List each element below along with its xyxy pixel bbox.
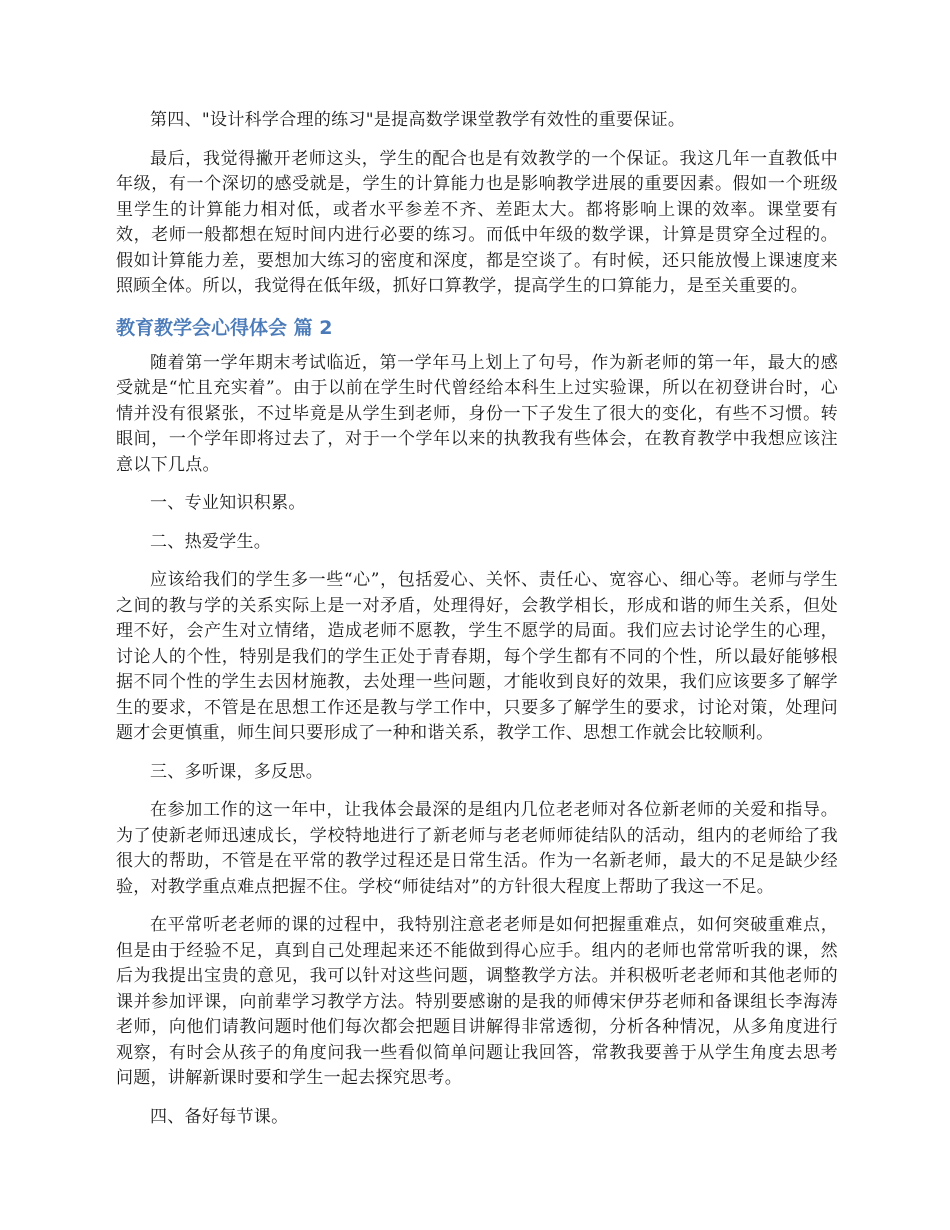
list-item-heading: 四、备好每节课。 <box>150 1106 289 1127</box>
section-heading: 教育教学会心得体会 篇 2 <box>116 316 333 339</box>
document-page <box>116 108 838 1143</box>
list-item-heading: 三、多听课，多反思。 <box>150 761 323 782</box>
paragraph: 第四、"设计科学合理的练习"是提高数学课堂教学有效性的重要保证。 <box>150 110 686 130</box>
paragraph: 随着第一学年期末考试临近，第一学年马上划上了句号，作为新老师的第一年，最大的感受就是“忙且充实着”。由于以前在学生时代曾经给本科生上过实验课，所以在初登讲台时，心情并没有很紧张，不过毕竟是从学生到老师，身份一下子发生了很大的变化，有些不习惯。转眼间，一个学年即将过去了，对于一个学年以来的执教我有些体会，在教育教学中我想应该注意以下几点。 <box>116 352 838 475</box>
paragraph: 在平常听老老师的课的过程中，我特别注意老老师是如何把握重难点，如何突破重难点，但是由于经验不足，真到自己处理起来还不能做到得心应手。组内的老师也常常听我的课，然后为我提出宝贵的意见，我可以针对这些问题，调整教学方法。并积极听老老师和其他老师的课并参加评课，向前辈学习教学方法。特别要感谢的是我的师傅宋伊芬老师和备课组长李海涛老师，向他们请教问题时他们每次都会把题目讲解得非常透彻，分析各种情况，从多角度进行观察，有时会从孩子的角度问我一些看似简单问题让我回答，常教我要善于从学生角度去思考问题，讲解新课时要和学生一起去探究思考。 <box>116 915 838 1088</box>
paragraph: 应该给我们的学生多一些“心”，包括爱心、关怀、责任心、宽容心、细心等。老师与学生之间的教与学的关系实际上是一对矛盾，处理得好，会教学相长，形成和谐的师生关系，但处理不好，会产生对立情绪，造成老师不愿教，学生不愿学的局面。我们应去讨论学生的心理，讨论人的个性，特别是我们的学生正处于青春期，每个学生都有不同的个性，所以最好能够根据不同个性的学生去因材施教，去处理一些问题，才能收到良好的效果，我们应该要多了解学生的要求，不管是在思想工作还是教与学工作中，只要多了解学生的要求，讨论对策，处理问题才会更慎重，师生间只要形成了一种和谐关系，教学工作、思想工作就会比较顺利。 <box>116 570 838 743</box>
list-item-heading: 二、热爱学生。 <box>150 531 272 552</box>
paragraph: 在参加工作的这一年中，让我体会最深的是组内几位老老师对各位新老师的关爱和指导。为了使新老师迅速成长，学校特地进行了新老师与老老师师徒结队的活动，组内的老师给了我很大的帮助，不管是在平常的教学过程还是日常生活。作为一名新老师，最大的不足是缺少经验，对教学重点难点把握不住。学校“师徒结对”的方针很大程度上帮助了我这一不足。 <box>116 800 838 897</box>
paragraph: 最后，我觉得撇开老师这头，学生的配合也是有效教学的一个保证。我这几年一直教低中年级，有一个深切的感受就是，学生的计算能力也是影响教学进展的重要因素。假如一个班级里学生的计算能力相对低，或者水平参差不齐、差距太大。都将影响上课的效率。课堂要有效，老师一般都想在短时间内进行必要的练习。而低中年级的数学课，计算是贯穿全过程的。假如计算能力差，要想加大练习的密度和深度，都是空谈了。有时候，还只能放慢上课速度来照顾全体。所以，我觉得在低年级，抓好口算教学，提高学生的口算能力，是至关重要的。 <box>116 148 838 296</box>
list-item-heading: 一、专业知识积累。 <box>150 493 306 513</box>
